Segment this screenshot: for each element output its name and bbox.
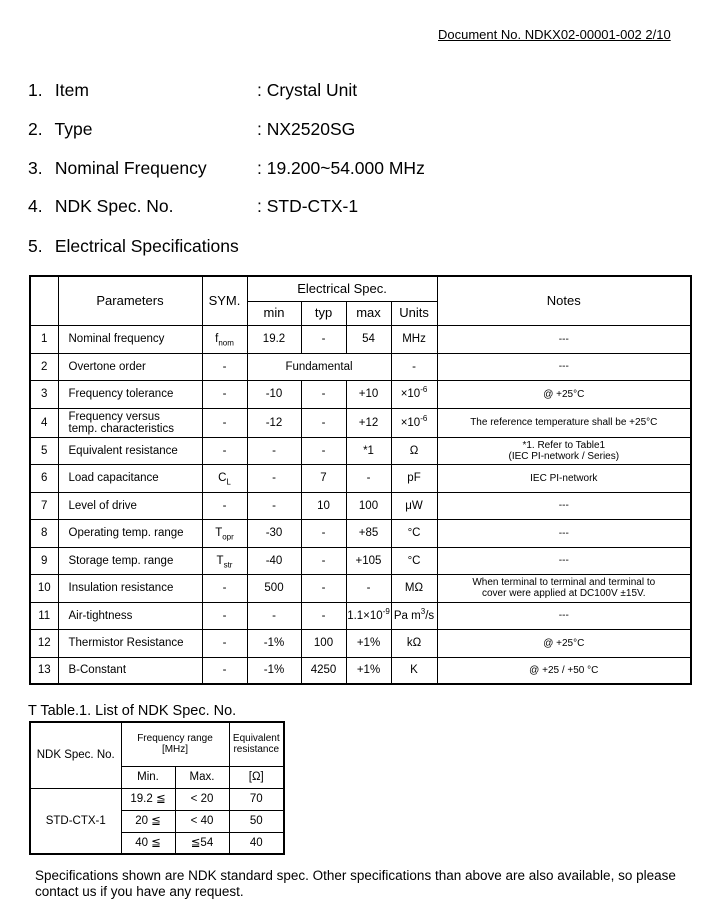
row-units: $\times 10^{-6}$ bbox=[391, 380, 437, 408]
row-max: +12 bbox=[346, 408, 391, 437]
row-min: -1% bbox=[247, 629, 301, 657]
table-row bbox=[30, 629, 691, 657]
item-number: 4. bbox=[28, 196, 43, 216]
table-row bbox=[30, 353, 691, 380]
t1-resistance: 70 bbox=[229, 788, 284, 810]
row-units: °C bbox=[391, 519, 437, 547]
row-max: 100 bbox=[346, 492, 391, 519]
row-parameter: Air-tightness bbox=[58, 602, 202, 629]
t1-header-spec-no: NDK Spec. No. bbox=[30, 722, 121, 788]
row-notes: @ +25 / +50 °C bbox=[437, 657, 691, 684]
t1-resistance: 50 bbox=[229, 810, 284, 832]
row-min: - bbox=[247, 437, 301, 464]
t1-max: < 20 bbox=[175, 788, 229, 810]
row-notes: --- bbox=[437, 492, 691, 519]
row-typ: - bbox=[301, 437, 346, 464]
row-notes: The reference temperature shall be +25°C bbox=[437, 408, 691, 437]
row-typ: - bbox=[301, 380, 346, 408]
document-number: Document No. NDKX02-00001-002 2/10 bbox=[438, 27, 671, 42]
item-row-nominal-frequency bbox=[28, 158, 425, 179]
row-max: - bbox=[346, 464, 391, 492]
row-number: 11 bbox=[30, 602, 58, 629]
t1-min: 20 ≦ bbox=[121, 810, 175, 832]
row-number: 9 bbox=[30, 547, 58, 574]
row-notes: @ +25°C bbox=[437, 629, 691, 657]
item-value: : NX2520SG bbox=[257, 119, 356, 139]
electrical-spec-table bbox=[29, 275, 692, 685]
row-typ: 7 bbox=[301, 464, 346, 492]
row-symbol: - bbox=[202, 602, 247, 629]
row-min: -12 bbox=[247, 408, 301, 437]
header-parameters: Parameters bbox=[58, 276, 202, 325]
row-max: 54 bbox=[346, 325, 391, 353]
row-min: -30 bbox=[247, 519, 301, 547]
row-number: 4 bbox=[30, 408, 58, 437]
item-value: : Crystal Unit bbox=[257, 80, 358, 100]
row-number: 10 bbox=[30, 574, 58, 602]
row-min: -10 bbox=[247, 380, 301, 408]
header-min: min bbox=[247, 301, 301, 325]
row-min: -1% bbox=[247, 657, 301, 684]
table-row bbox=[30, 437, 691, 464]
row-number: 5 bbox=[30, 437, 58, 464]
t1-header-frequency: Frequency range [MHz] bbox=[121, 722, 229, 766]
row-parameter: Operating temp. range bbox=[58, 519, 202, 547]
t1-header-resistance: Equivalent resistance bbox=[229, 722, 284, 766]
table-row bbox=[30, 574, 691, 602]
row-max: $1.1\times 10^{-9}$ bbox=[346, 602, 391, 629]
row-notes: --- bbox=[437, 353, 691, 380]
row-parameter: Nominal frequency bbox=[58, 325, 202, 353]
row-notes: --- bbox=[437, 519, 691, 547]
header-max: max bbox=[346, 301, 391, 325]
t1-max: ≦54 bbox=[175, 832, 229, 854]
item-label: Electrical Specifications bbox=[54, 236, 239, 256]
item-row-electrical-specifications bbox=[28, 236, 239, 257]
row-symbol: $f_{nom}$ bbox=[202, 325, 247, 353]
item-label: Type bbox=[54, 119, 93, 139]
row-notes: --- bbox=[437, 547, 691, 574]
table-row bbox=[30, 547, 691, 574]
t1-header-max: Max. bbox=[175, 766, 229, 788]
row-notes: --- bbox=[437, 325, 691, 353]
row-number: 7 bbox=[30, 492, 58, 519]
row-max: +1% bbox=[346, 657, 391, 684]
t1-max: < 40 bbox=[175, 810, 229, 832]
row-number: 8 bbox=[30, 519, 58, 547]
row-units: Pa $m^3/s$ bbox=[391, 602, 437, 629]
item-row-spec-no bbox=[28, 196, 359, 217]
row-units: kΩ bbox=[391, 629, 437, 657]
row-typ: - bbox=[301, 602, 346, 629]
row-symbol: - bbox=[202, 353, 247, 380]
row-parameter: Storage temp. range bbox=[58, 547, 202, 574]
row-number: 1 bbox=[30, 325, 58, 353]
row-units: K bbox=[391, 657, 437, 684]
row-typ: - bbox=[301, 325, 346, 353]
item-value: : 19.200~54.000 MHz bbox=[257, 158, 425, 178]
row-typ: - bbox=[301, 574, 346, 602]
row-number: 12 bbox=[30, 629, 58, 657]
table1-caption: T Table.1. List of NDK Spec. No. bbox=[28, 703, 237, 719]
row-typ: - bbox=[301, 519, 346, 547]
row-min: -40 bbox=[247, 547, 301, 574]
row-units: $\times 10^{-6}$ bbox=[391, 408, 437, 437]
row-units: Ω bbox=[391, 437, 437, 464]
item-number: 1. bbox=[28, 80, 43, 100]
row-number: 2 bbox=[30, 353, 58, 380]
header-notes: Notes bbox=[437, 276, 691, 325]
item-label: Item bbox=[54, 80, 89, 100]
row-typ: 100 bbox=[301, 629, 346, 657]
table-row bbox=[30, 602, 691, 629]
row-notes: IEC PI-network bbox=[437, 464, 691, 492]
table-row bbox=[30, 325, 691, 353]
row-max: +10 bbox=[346, 380, 391, 408]
row-parameter: Thermistor Resistance bbox=[58, 629, 202, 657]
row-min: - bbox=[247, 492, 301, 519]
header-electrical-spec: Electrical Spec. bbox=[247, 276, 437, 301]
row-typ: - bbox=[301, 408, 346, 437]
table-row bbox=[30, 788, 284, 810]
row-parameter: Frequency tolerance bbox=[58, 380, 202, 408]
row-number: 6 bbox=[30, 464, 58, 492]
row-max: +85 bbox=[346, 519, 391, 547]
row-symbol: $C_L$ bbox=[202, 464, 247, 492]
row-min: 19.2 bbox=[247, 325, 301, 353]
table-row bbox=[30, 492, 691, 519]
row-fundamental: Fundamental bbox=[247, 353, 391, 380]
item-row-item bbox=[28, 80, 358, 101]
item-label: Nominal Frequency bbox=[54, 158, 207, 178]
header-typ: typ bbox=[301, 301, 346, 325]
row-typ: - bbox=[301, 547, 346, 574]
row-symbol: - bbox=[202, 380, 247, 408]
footer-note: Specifications shown are NDK standard spec. Other specifications than above are also available, so please contact us if you have any request. bbox=[35, 868, 676, 899]
row-parameter: Frequency versus temp. characteristics bbox=[58, 408, 202, 437]
t1-min: 40 ≦ bbox=[121, 832, 175, 854]
table-row bbox=[30, 657, 691, 684]
row-max: +1% bbox=[346, 629, 391, 657]
item-number: 5. bbox=[28, 236, 43, 256]
row-symbol: - bbox=[202, 408, 247, 437]
row-parameter: Level of drive bbox=[58, 492, 202, 519]
row-min: 500 bbox=[247, 574, 301, 602]
row-max: *1 bbox=[346, 437, 391, 464]
row-parameter: B-Constant bbox=[58, 657, 202, 684]
row-parameter: Insulation resistance bbox=[58, 574, 202, 602]
t1-spec-no: STD-CTX-1 bbox=[30, 788, 121, 854]
row-min: - bbox=[247, 602, 301, 629]
row-number: 13 bbox=[30, 657, 58, 684]
row-units: MΩ bbox=[391, 574, 437, 602]
row-symbol: - bbox=[202, 492, 247, 519]
row-units: MHz bbox=[391, 325, 437, 353]
item-number: 3. bbox=[28, 158, 43, 178]
item-number: 2. bbox=[28, 119, 43, 139]
item-value: : STD-CTX-1 bbox=[257, 196, 359, 216]
row-symbol: - bbox=[202, 437, 247, 464]
table-row bbox=[30, 380, 691, 408]
t1-min: 19.2 ≦ bbox=[121, 788, 175, 810]
t1-resistance: 40 bbox=[229, 832, 284, 854]
row-notes: When terminal to terminal and terminal to cover were applied at DC100V ±15V. bbox=[437, 574, 691, 602]
row-max: - bbox=[346, 574, 391, 602]
row-min: - bbox=[247, 464, 301, 492]
row-units: μW bbox=[391, 492, 437, 519]
row-parameter: Load capacitance bbox=[58, 464, 202, 492]
item-row-type bbox=[28, 119, 356, 140]
row-symbol: $T_{str}$ bbox=[202, 547, 247, 574]
t1-header-min: Min. bbox=[121, 766, 175, 788]
row-max: +105 bbox=[346, 547, 391, 574]
spec-list-table bbox=[29, 721, 285, 855]
row-units: - bbox=[391, 353, 437, 380]
row-symbol: - bbox=[202, 574, 247, 602]
row-number: 3 bbox=[30, 380, 58, 408]
row-parameter: Overtone order bbox=[58, 353, 202, 380]
header-number bbox=[30, 276, 58, 325]
row-units: pF bbox=[391, 464, 437, 492]
row-parameter: Equivalent resistance bbox=[58, 437, 202, 464]
table-row bbox=[30, 464, 691, 492]
t1-header-ohm: [Ω] bbox=[229, 766, 284, 788]
row-typ: 10 bbox=[301, 492, 346, 519]
item-label: NDK Spec. No. bbox=[54, 196, 174, 216]
header-units: Units bbox=[391, 301, 437, 325]
row-notes: --- bbox=[437, 602, 691, 629]
row-symbol: - bbox=[202, 629, 247, 657]
row-symbol: $T_{opr}$ bbox=[202, 519, 247, 547]
table-row bbox=[30, 519, 691, 547]
row-notes: *1. Refer to Table1 (IEC PI-network / Series) bbox=[437, 437, 691, 464]
row-units: °C bbox=[391, 547, 437, 574]
table-row bbox=[30, 408, 691, 437]
row-notes: @ +25°C bbox=[437, 380, 691, 408]
header-sym: SYM. bbox=[202, 276, 247, 325]
row-typ: 4250 bbox=[301, 657, 346, 684]
row-symbol: - bbox=[202, 657, 247, 684]
